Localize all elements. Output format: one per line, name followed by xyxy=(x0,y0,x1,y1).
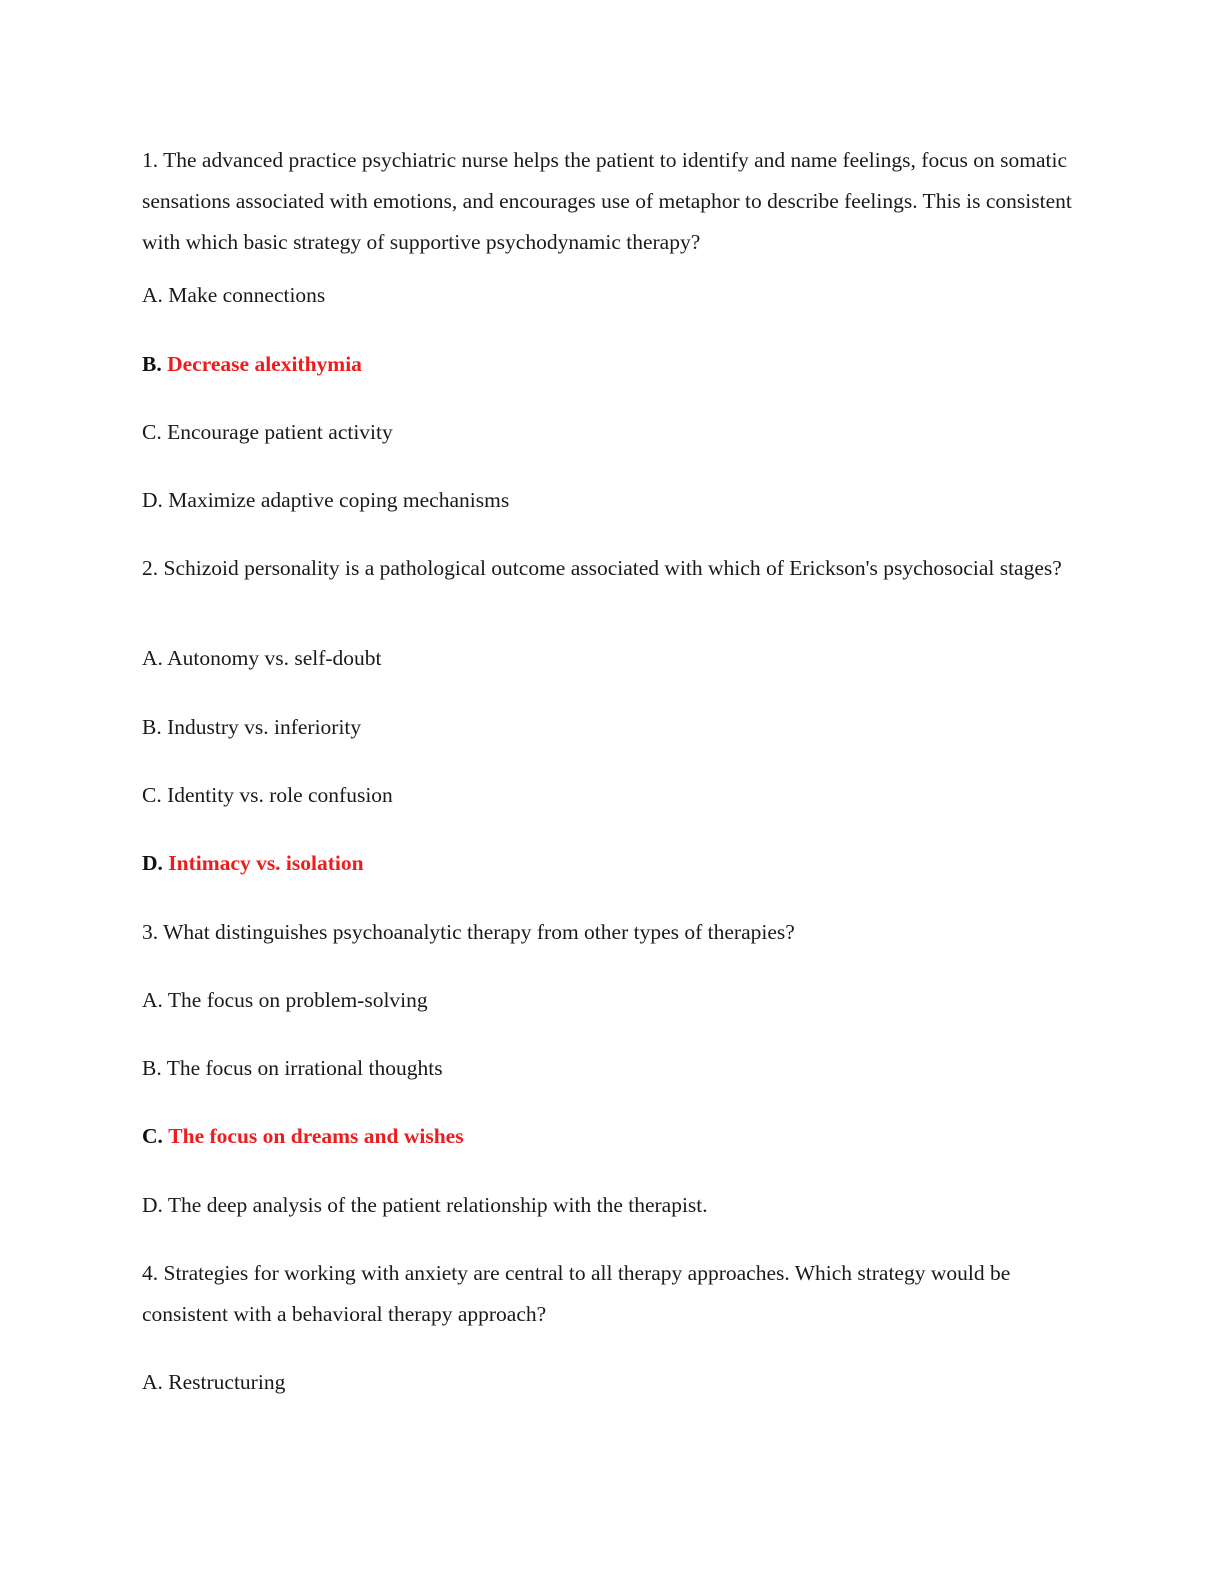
option-letter: A. xyxy=(142,646,163,670)
option-text: The focus on problem-solving xyxy=(167,988,428,1012)
option-letter: A. xyxy=(142,283,163,307)
option-letter: A. xyxy=(142,988,163,1012)
option-letter: D. xyxy=(142,1193,163,1217)
option-text: Encourage patient activity xyxy=(167,420,393,444)
question-3-option-c-correct xyxy=(142,1116,464,1157)
question-2-option-b xyxy=(142,707,361,748)
option-text: Make connections xyxy=(168,283,326,307)
option-text: Identity vs. role confusion xyxy=(167,783,393,807)
option-letter: C. xyxy=(142,1124,163,1148)
question-1-option-b-correct xyxy=(142,344,362,385)
question-1-option-c xyxy=(142,412,393,453)
correct-answer-text: Intimacy vs. isolation xyxy=(168,851,364,875)
question-3-text: 3. What distinguishes psychoanalytic therapy from other types of therapies? xyxy=(142,920,795,944)
question-4-option-a xyxy=(142,1362,285,1403)
question-3-option-d xyxy=(142,1185,708,1226)
option-text: Industry vs. inferiority xyxy=(167,715,362,739)
option-letter: D. xyxy=(142,488,163,512)
option-text: Maximize adaptive coping mechanisms xyxy=(168,488,510,512)
option-letter: A. xyxy=(142,1370,163,1394)
option-letter: B. xyxy=(142,1056,162,1080)
question-2-option-c xyxy=(142,775,393,816)
question-1-option-a xyxy=(142,275,325,316)
option-letter: B. xyxy=(142,715,162,739)
option-text: The focus on irrational thoughts xyxy=(166,1056,443,1080)
option-letter: C. xyxy=(142,783,162,807)
question-2-option-d-correct xyxy=(142,843,364,884)
question-2-text: 2. Schizoid personality is a pathological outcome associated with which of Erickson's psychosocial stages? xyxy=(142,556,1062,580)
option-letter: D. xyxy=(142,851,163,875)
question-3-option-a xyxy=(142,980,428,1021)
correct-answer-text: The focus on dreams and wishes xyxy=(168,1124,464,1148)
correct-answer-text: Decrease alexithymia xyxy=(167,352,362,376)
question-3-option-b xyxy=(142,1048,443,1089)
option-text: Autonomy vs. self-doubt xyxy=(167,646,382,670)
option-text: Restructuring xyxy=(168,1370,286,1394)
option-letter: C. xyxy=(142,420,162,444)
question-2-option-a xyxy=(142,638,382,679)
option-text: The deep analysis of the patient relationship with the therapist. xyxy=(167,1193,708,1217)
question-4-text: 4. Strategies for working with anxiety are central to all therapy approaches. Which strategy would be consistent with a behavioral therapy approach? xyxy=(142,1261,1011,1326)
question-1-text: 1. The advanced practice psychiatric nurse helps the patient to identify and name feelings, focus on somatic sensations associated with emotions, and encourages use of metaphor to describe feelings. This is consistent with which basic strategy of supportive psychodynamic therapy? xyxy=(142,148,1072,254)
question-1-option-d xyxy=(142,480,509,521)
option-letter: B. xyxy=(142,352,162,376)
